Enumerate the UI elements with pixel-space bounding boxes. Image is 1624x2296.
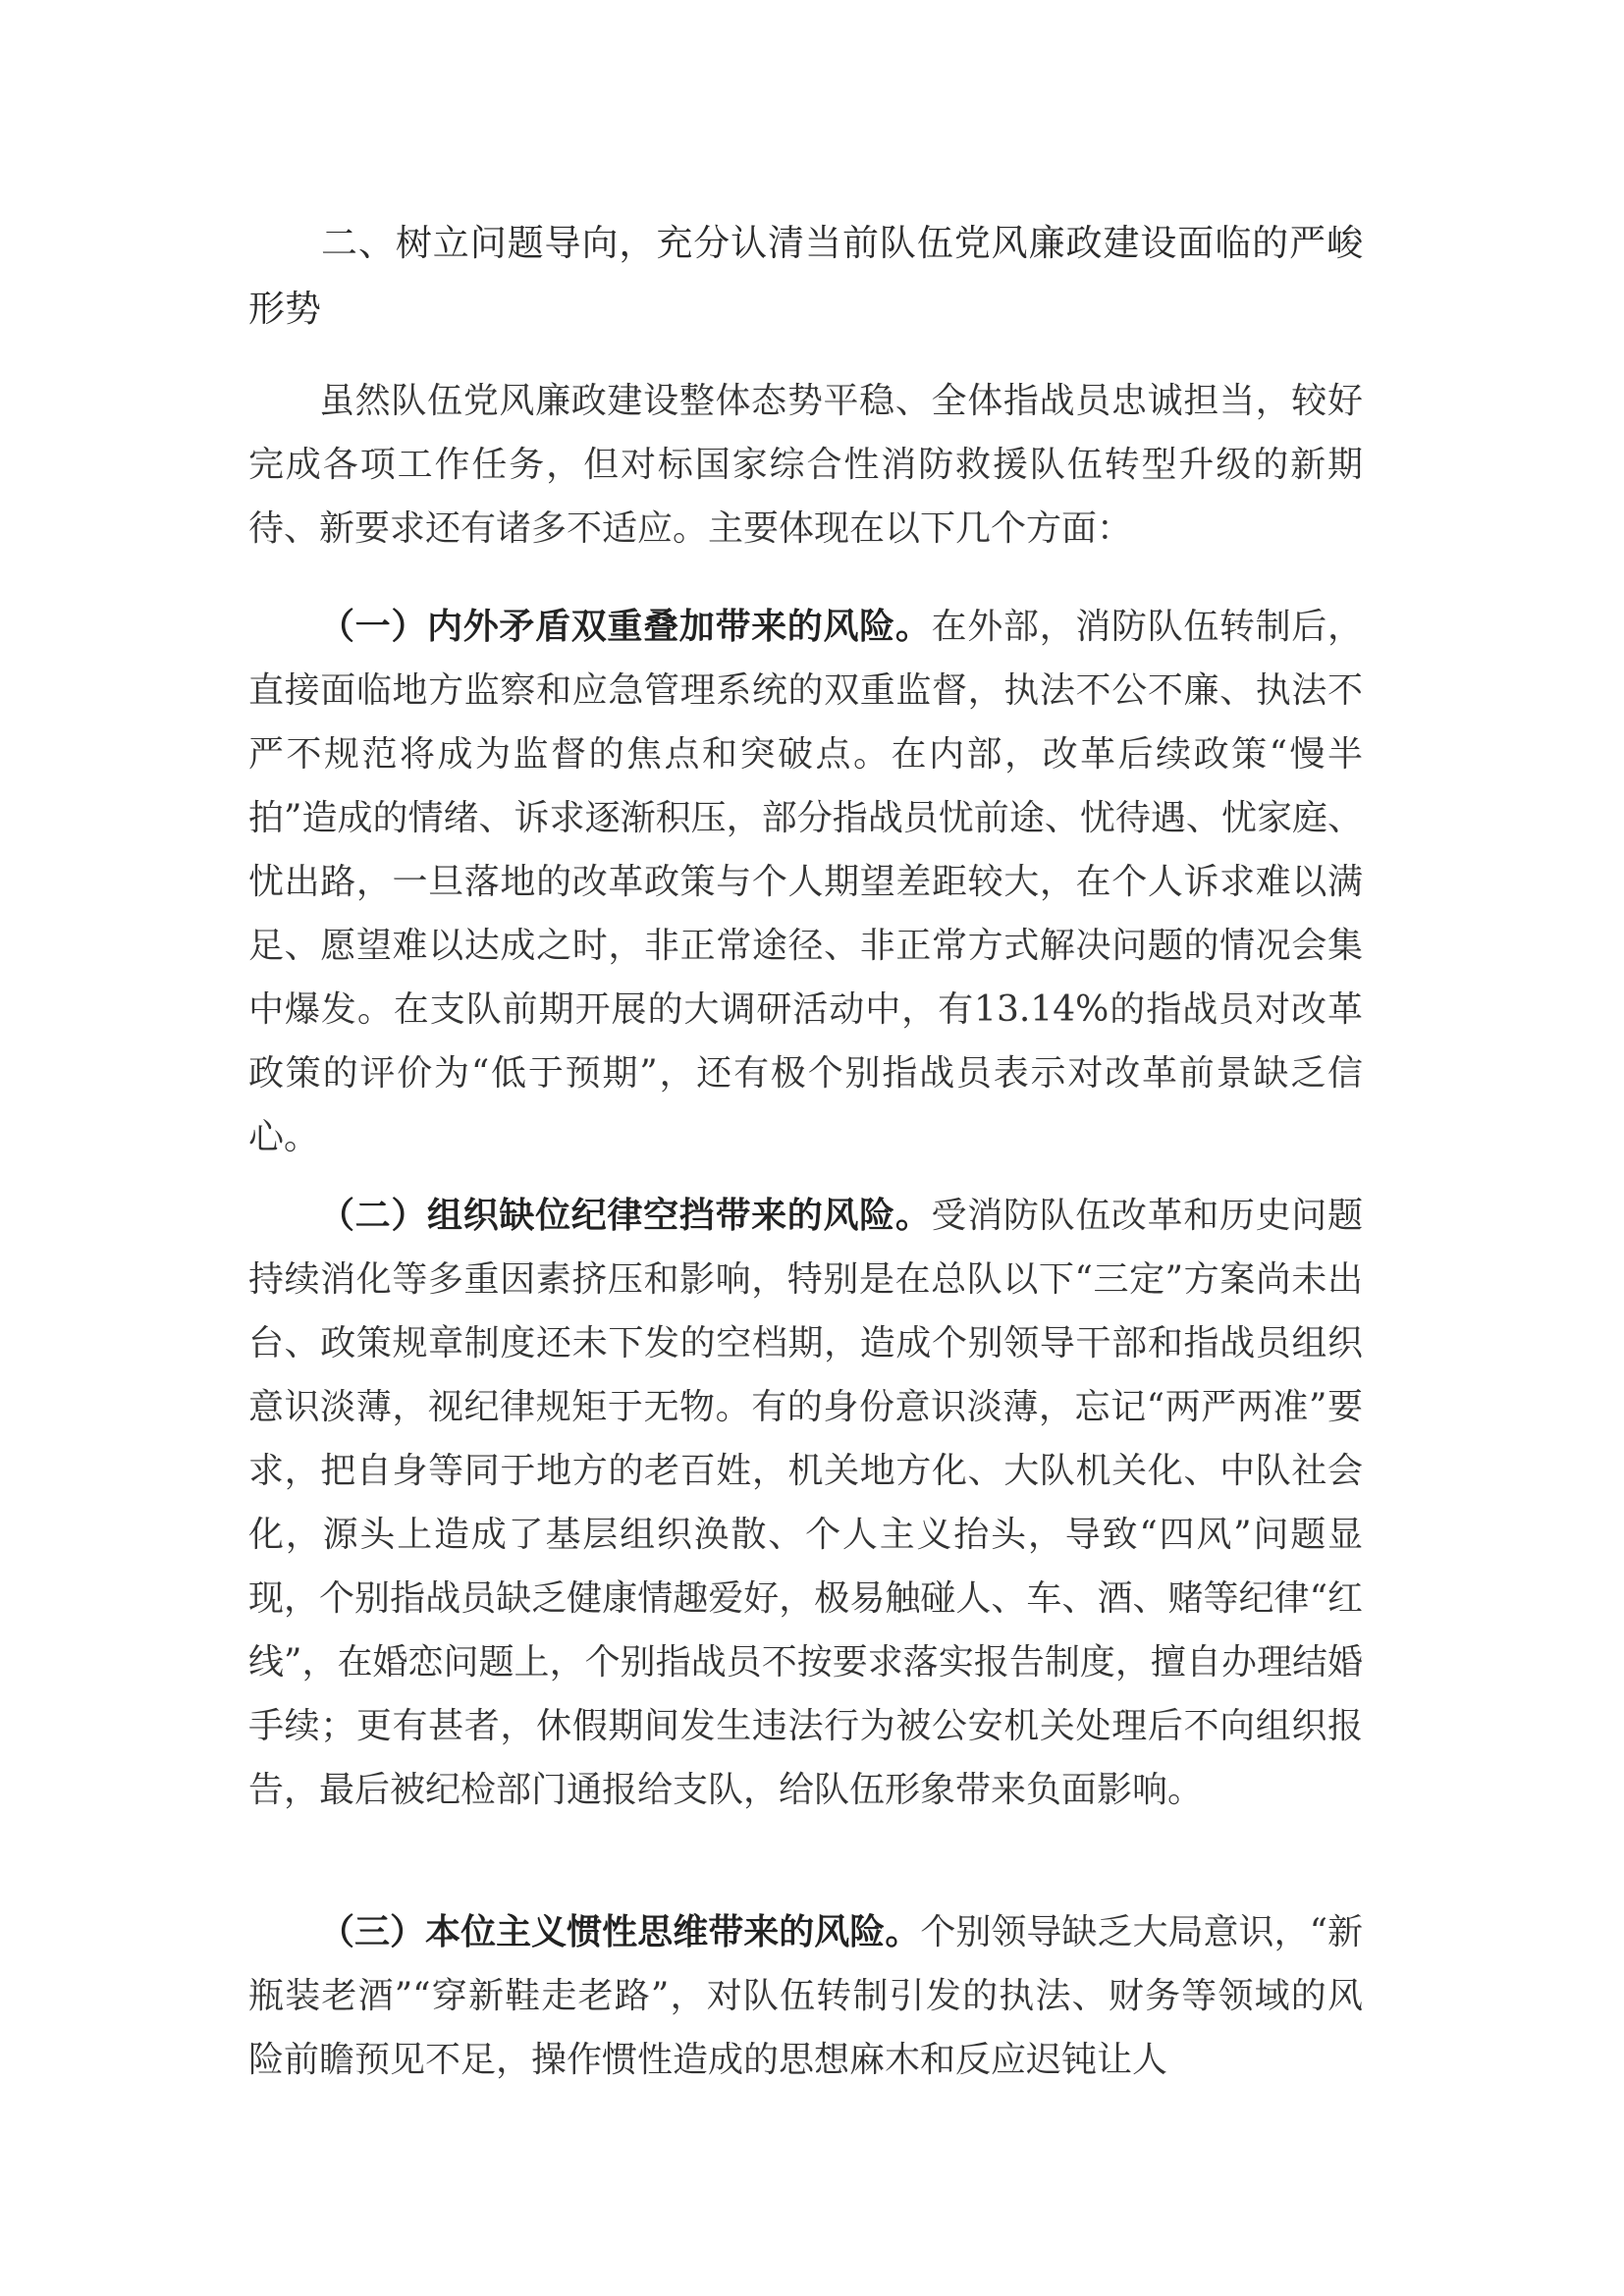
risk-paragraph-2 bbox=[248, 1184, 1363, 1822]
section-heading: 二、树立问题导向，充分认清当前队伍党风廉政建设面临的严峻形势 bbox=[248, 222, 1363, 330]
risk-heading-3: （三）本位主义惯性思维带来的风险。 bbox=[319, 1912, 921, 1952]
intro-paragraph: 虽然队伍党风廉政建设整体态势平稳、全体指战员忠诚担当，较好完成各项工作任务，但对标国家综合性消防救援队伍转型升级的新期待、新要求还有诸多不适应。主要体现在以下几个方面： bbox=[248, 381, 1363, 549]
risk-heading-2: （二）组织缺位纪律空挡带来的风险。 bbox=[319, 1196, 932, 1236]
risk-heading-1: （一）内外矛盾双重叠加带来的风险。 bbox=[319, 607, 932, 647]
risk-body-1: 在外部，消防队伍转制后，直接面临地方监察和应急管理系统的双重监督，执法不公不廉、执法不严不规范将成为监督的焦点和突破点。在内部，改革后续政策“慢半拍”造成的情绪、诉求逐渐积压，部分指战员忧前途、忧待遇、忧家庭、忧出路，一旦落地的改革政策与个人期望差距较大，在个人诉求难以满足、愿望难以达成之时，非正常途径、非正常方式解决问题的情况会集中爆发。在支队前期开展的大调研活动中，有13.14%的指战员对改革政策的评价为“低于预期”，还有极个别指战员表示对改革前景缺乏信心。 bbox=[248, 607, 1363, 1157]
risk-body-3: 个别领导缺乏大局意识，“新瓶装老酒”“穿新鞋走老路”，对队伍转制引发的执法、财务等领域的风险前瞻预见不足，操作惯性造成的思想麻木和反应迟钝让人 bbox=[248, 1912, 1363, 2080]
risk-paragraph-1 bbox=[248, 595, 1363, 1169]
risk-paragraph-3 bbox=[248, 1900, 1363, 2092]
risk-body-2: 受消防队伍改革和历史问题持续消化等多重因素挤压和影响，特别是在总队以下“三定”方案尚未出台、政策规章制度还未下发的空档期，造成个别领导干部和指战员组织意识淡薄，视纪律规矩于无物。有的身份意识淡薄，忘记“两严两准”要求，把自身等同于地方的老百姓，机关地方化、大队机关化、中队社会化，源头上造成了基层组织涣散、个人主义抬头，导致“四风”问题显现，个别指战员缺乏健康情趣爱好，极易触碰人、车、酒、赌等纪律“红线”，在婚恋问题上，个别指战员不按要求落实报告制度，擅自办理结婚手续；更有甚者，休假期间发生违法行为被公安机关处理后不向组织报告，最后被纪检部门通报给支队，给队伍形象带来负面影响。 bbox=[248, 1196, 1363, 1810]
